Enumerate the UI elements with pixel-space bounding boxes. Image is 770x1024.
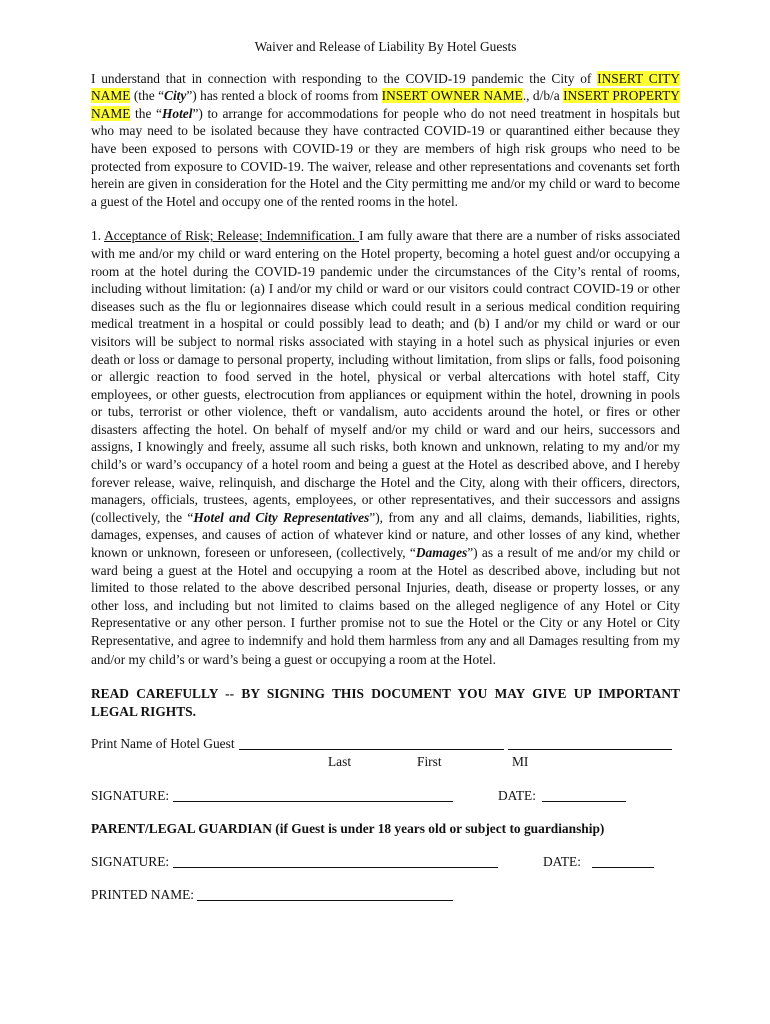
printed-name-row: [91, 886, 680, 904]
legal-warning: READ CAREFULLY -- BY SIGNING THIS DOCUMENT YOU MAY GIVE UP IMPORTANT LEGAL RIGHTS.: [91, 686, 680, 719]
mi-line[interactable]: [508, 737, 672, 750]
guardian-signature-label: SIGNATURE:: [91, 854, 170, 870]
insert-property-placeholder: INSERT PROPERTY NAME: [91, 88, 680, 121]
section-number: 1.: [91, 228, 105, 244]
printed-name-label: PRINTED NAME:: [91, 887, 195, 903]
intro-text: ., d/b/a: [522, 88, 564, 104]
city-term: City: [164, 88, 187, 104]
guardian-date-label: DATE:: [543, 854, 581, 870]
intro-text: (the “: [130, 88, 165, 104]
section-text: ”), from any and all claims, demands, liabilities, rights, damages, expenses, and causes of action of whatever kind or nature, and other losses of any kind, whether known or unknown, foreseen or unforeseen, (collectively, “: [91, 509, 680, 561]
signature-label: SIGNATURE:: [91, 788, 170, 804]
date-label: DATE:: [498, 788, 536, 804]
first-name-caption: First: [417, 754, 442, 770]
section-text: I am fully aware that there are a number of risks associated with me and/or my child or ward entering on the Hotel property, becoming a hotel guest and/or occupying a room at the hotel during the COVID-19 pandemic under the circumstances of the City’s rental of rooms, including without limitation: (a) I and/or my child or ward or our visitors could contract COVID-19 or other diseases such as the flu or legionnaires disease which could result in a serious medical condition requiring medical treatment in a hospital or could possibly lead to death; and (b) I and/or my child or ward or our visitors will be subject to normal risks associated with staying in a hotel such as physical injuries or even death or loss or damage to personal property, including without limitation, from slips or falls, food poisoning or allergic reaction to food served in the hotel, physical or verbal altercations with hotel staff, City employees, or other guests, electrocution from appliances or equipment within the hotel, drowning in pools or tubs, terrorist or other violence, theft or vandalism, auto accidents around the hotel, or fires or other disasters affecting the hotel. On behalf of myself and/or my child or ward and our heirs, successors and assigns, I knowingly and freely, assume all such risks, both known and unknown, relating to my and/or my child’s or ward’s occupancy of a hotel room and being a guest at the Hotel as described above, and I hereby forever release, waive, relinquish, and discharge the Hotel and the City, along with their officers, directors, managers, officials, trustees, agents, employees, or other representatives, and their successors and assigns (collectively, the “: [91, 228, 681, 525]
name-parts-row: [91, 753, 680, 771]
intro-text: I understand that in connection with responding to the COVID-19 pandemic the City of: [91, 70, 598, 86]
document-title: Waiver and Release of Liability By Hotel Guests: [254, 39, 517, 54]
print-name-label: Print Name of Hotel Guest: [91, 736, 235, 752]
waiver-document: [91, 38, 680, 904]
signature-line[interactable]: [173, 789, 453, 802]
printed-name-line[interactable]: [197, 888, 453, 901]
last-name-caption: Last: [328, 754, 352, 770]
intro-text: ”) to arrange for accommodations for people who do not need treatment in hospitals but who may need to be isolated because they have contracted COVID-19 or quarantined either because they have been exposed to persons with COVID-19 or they are members of high risk groups who need to be protected from exposure to COVID-19. The waiver, release and other representations and covenants set forth herein are given in consideration for the Hotel and the City permitting me and/or my child or ward to become a guest of the Hotel and occupy one of the rented rooms in the hotel.: [91, 105, 680, 209]
section-text: ”) as a result of me and/or my child or ward being a guest at the Hotel and occupying a room at the Hotel as described above, including but not limited to those related to the above described personal Injuries, death, disease or property losses, or any other loss, and including but not limited to claims based on the alleged negligence of any Hotel or City Representative or any other person. I further promise not to sue the Hotel or the City or any Hotel or City Representative, and agree to indemnify and hold them harmless: [91, 545, 680, 648]
section-1-paragraph: [91, 227, 680, 668]
guardian-signature-line[interactable]: [173, 855, 498, 868]
guardian-signature-row: [91, 853, 680, 871]
hotel-term: Hotel: [161, 105, 193, 121]
print-name-line[interactable]: [239, 737, 504, 750]
guardian-date-line[interactable]: [592, 855, 654, 868]
insert-city-placeholder: INSERT CITY NAME: [91, 70, 680, 104]
print-name-row: [91, 735, 680, 753]
date-line[interactable]: [542, 789, 626, 802]
term-representatives: Hotel and City Representatives: [193, 509, 370, 525]
section-heading: Acceptance of Risk; Release; Indemnification.: [104, 228, 360, 244]
section-text: Damages resulting from my and/or my child’s or ward’s being a guest or occupying a room at the Hotel.: [91, 633, 680, 667]
guardian-heading: PARENT/LEGAL GUARDIAN (if Guest is under 18 years old or subject to guardianship): [91, 821, 605, 837]
section-text-small: from any and all: [440, 635, 525, 648]
signature-row: [91, 787, 680, 805]
insert-owner-placeholder: INSERT OWNER NAME: [381, 88, 523, 104]
mi-caption: MI: [512, 754, 529, 770]
intro-text: ”) has rented a block of rooms from: [186, 88, 382, 104]
intro-paragraph: [91, 70, 680, 211]
intro-text: the “: [130, 105, 162, 121]
term-damages: Damages: [415, 545, 468, 561]
